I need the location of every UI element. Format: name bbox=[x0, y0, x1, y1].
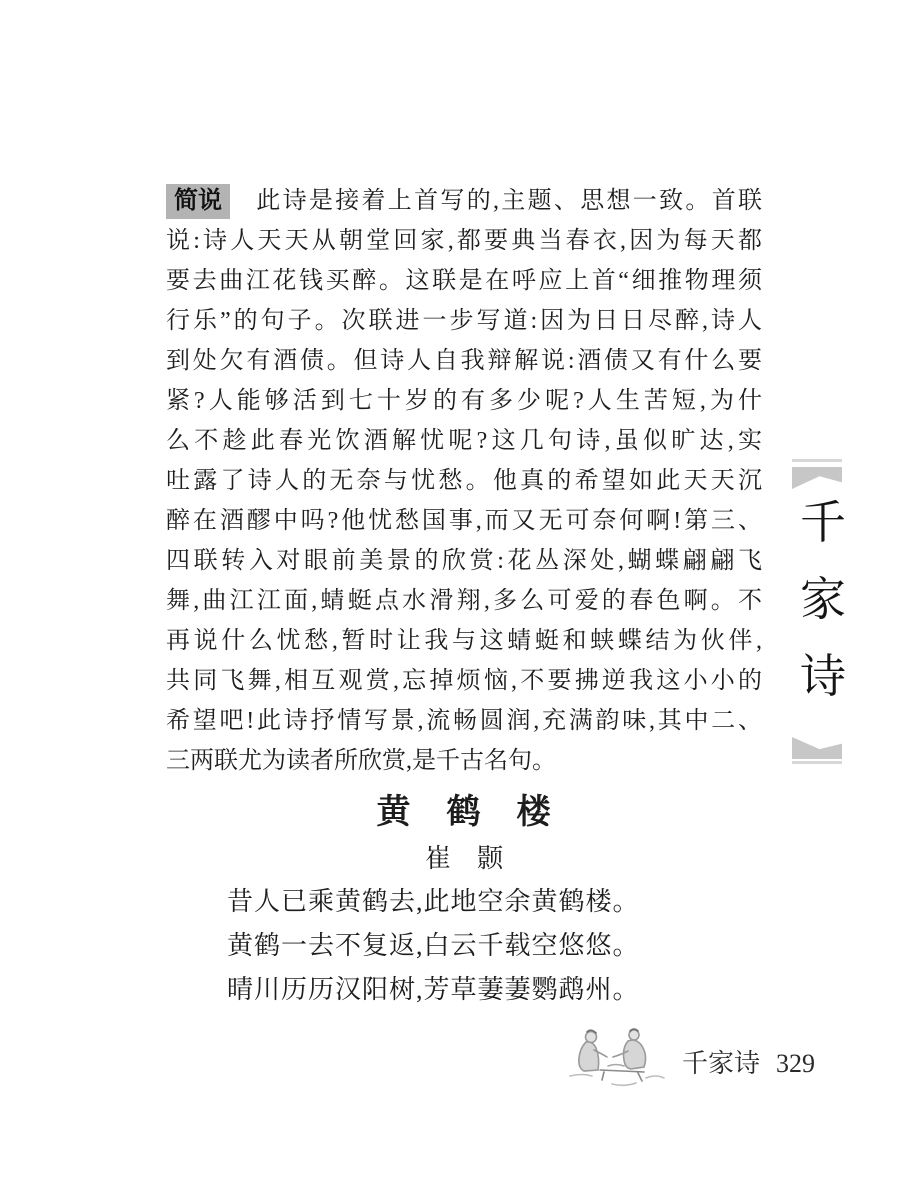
sidebar-vertical-book-title bbox=[798, 499, 848, 701]
ribbon-bottom-line-icon bbox=[792, 761, 842, 764]
footer-running-title bbox=[682, 1043, 815, 1080]
commentary-line: 舞,曲江江面,蜻蜓点水滑翔,多么可爱的春色啊。不 bbox=[166, 588, 762, 614]
poem-line: 黄鹤一去不复返,白云千载空悠悠。 bbox=[227, 931, 640, 960]
commentary-line: 说:诗人天天从朝堂回家,都要典当春衣,因为每天都 bbox=[166, 228, 762, 254]
poem-body bbox=[227, 880, 640, 1012]
seated-figures-ink-sketch-icon bbox=[558, 1024, 672, 1090]
commentary-line: 行乐”的句子。次联进一步写道:因为日日尽醉,诗人 bbox=[166, 308, 762, 334]
commentary-line: 紧?人能够活到七十岁的有多少呢?人生苦短,为什 bbox=[166, 388, 762, 414]
poem-author: 崔 颢 bbox=[424, 844, 503, 873]
poem-line: 晴川历历汉阳树,芳草萋萋鹦鹉州。 bbox=[227, 975, 640, 1004]
commentary-line: 么不趁此春光饮酒解忧呢?这几句诗,虽似旷达,实 bbox=[166, 428, 762, 454]
commentary-section bbox=[166, 181, 762, 781]
commentary-line: 再说什么忧愁,暂时让我与这蜻蜓和蛱蝶结为伙伴, bbox=[166, 628, 762, 654]
brief-note-label: 简说 bbox=[166, 184, 230, 219]
commentary-line: 醉在酒醪中吗?他忧愁国事,而又无可奈何啊!第三、 bbox=[166, 508, 762, 534]
commentary-line: 要去曲江花钱买醉。这联是在呼应上首“细推物理须 bbox=[166, 268, 762, 294]
commentary-line bbox=[166, 181, 762, 221]
commentary-line: 希望吧!此诗抒情写景,流畅圆润,充满韵味,其中二、 bbox=[166, 708, 762, 734]
footer-page-number: 329 bbox=[776, 1049, 816, 1078]
sidebar-title-char: 诗 bbox=[800, 651, 846, 702]
poem-line: 昔人已乘黄鹤去,此地空余黄鹤楼。 bbox=[227, 887, 640, 916]
ribbon-bottom-icon bbox=[792, 737, 842, 759]
commentary-line: 吐露了诗人的无奈与忧愁。他真的希望如此天天沉 bbox=[166, 468, 762, 494]
commentary-line: 共同飞舞,相互观赏,忘掉烦恼,不要拂逆我这小小的 bbox=[166, 668, 762, 694]
commentary-line: 四联转入对眼前美景的欣赏:花丛深处,蝴蝶翩翩飞 bbox=[166, 548, 762, 574]
sidebar-title-char: 家 bbox=[800, 574, 846, 625]
commentary-text: 此诗是接着上首写的,主题、思想一致。首联 bbox=[254, 188, 762, 214]
ribbon-top-line-icon bbox=[792, 459, 842, 462]
footer-book-title: 千家诗 bbox=[682, 1049, 761, 1078]
ribbon-top-icon bbox=[792, 467, 842, 489]
poem-title: 黄 鹤 楼 bbox=[376, 794, 552, 831]
sidebar-title-char: 千 bbox=[800, 497, 846, 548]
commentary-line: 三两联尤为读者所欣赏,是千古名句。 bbox=[166, 748, 556, 774]
commentary-line: 到处欠有酒债。但诗人自我辩解说:酒债又有什么要 bbox=[166, 348, 762, 374]
